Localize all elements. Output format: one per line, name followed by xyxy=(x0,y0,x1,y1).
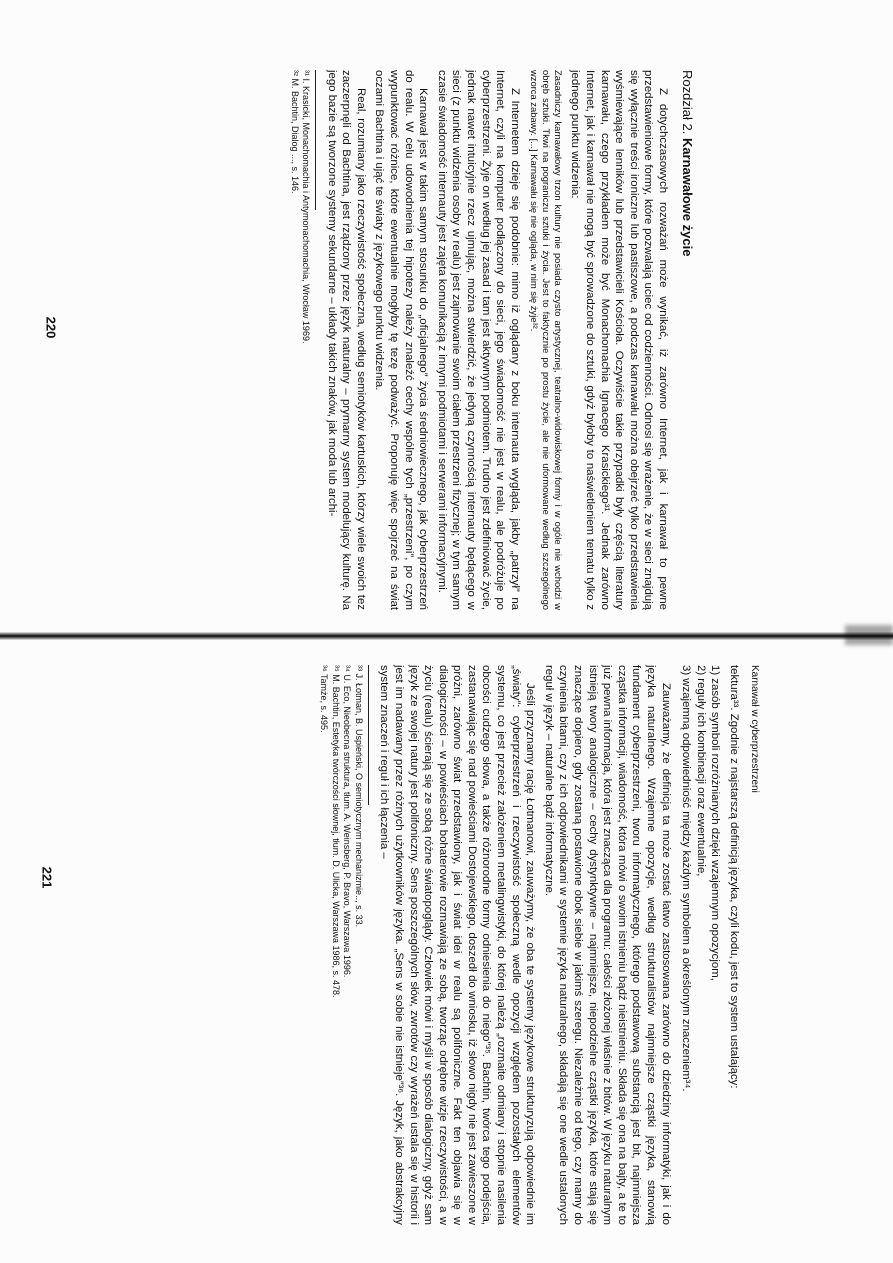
paragraph: Real, rozumiany jako rzeczywistość społeczna, według semiotyków kartuskich, którzy wiele swoich tez zaczerpnęli od Bachtina, jest rządzony przez język naturalny – prymarny system modelujący kulturę. Na jego bazie są tworzone systemy sekundarne – układy takich znaków, jak moda lub archi- xyxy=(325,70,367,610)
paragraph: Z Internetem dzieje się podobnie: mimo iż oglądany z boku internauta wygląda, jakby „patrzył” na Internet, czyli na komputer podłączony do sieci, jego świadomość nie jest w realu, ale podróżuje po cyberprzestrzeni. Żyje on według jej zasad i tam jest aktywnym podmiotem. Trudno jest zdefiniować życie, jednak nawet intuicyjnie rzecz ujmując, można stwierdzić, że jedyną czynnością internauty będącego w sieci (z punktu widzenia osoby w realu) jest zajmowanie swoim ciałem przestrzeni fizycznej; w tym samym czasie świadomość internauty jest zajęta komunikacją z innymi podmiotami i serwerami informacyjnymi. xyxy=(435,70,521,610)
footnote: ³⁴ U. Eco, Nieobecna struktura, tłum. A. Weinsberg, P. Bravo, Warszawa 1996. xyxy=(342,665,353,978)
right-page-content xyxy=(120,665,760,1225)
footnote-rule xyxy=(315,70,316,210)
list-item: 2) reguły ich kombinacji oraz ewentualnie, xyxy=(694,665,707,877)
chapter-heading xyxy=(680,70,695,610)
paragraph: Z dotychczasowych rozważań może wynikać, iż zarówno Internet, jak i karnawał to pewne przedstawieniowe formy, które pozwalają uciec od codzienności. Odnosi się wrażenie, że w sieci znajdują się wyłącznie treści ironiczne lub pastiszowe, a podczas karnawału można obejrzeć tylko przedstawienia wyśmiewające lenników lub przedstawicieli Kościoła. Oczywiście takie przypadki były częścią literatury karnawału, czego przykładem może być Monachomachia Ignacego Krasickiego³¹. Jednak zarówno Internet, jak i karnawał nie mogą być sprowadzone do sztuki, gdyż byłoby to naświetleniem tematu tylko z jednego punktu widzenia: xyxy=(569,70,669,610)
page-number: 220 xyxy=(43,316,59,339)
footnote: ³³ J. Łotman, B. Uspieński, O semiotycznym mechanizmie.., s. 33. xyxy=(353,665,364,928)
footnote: ³² M. Bachtin, Dialog ..., s. 146. xyxy=(289,70,300,194)
definition-list xyxy=(679,665,723,1225)
list-item: 3) wzajemną odpowiedniość między każdym symbolem a określonym znaczeniem³⁴. xyxy=(680,665,693,1092)
paragraph: Jeśli przyznamy rację Łotmanowi, zauważymy, że oba te systemy językowe strukturyzują odpowiednie im „światy”: cyberprzestrzeń i rzeczywistość społeczną wedle opozycji względem pozostałych elementów systemu, co jest przecież założeniem metalingwistyki, do której należą „rozmaite odmiany i stopnie nasilenia obcości cudzego słowa, a także różnorodne formy odniesienia do niego”³⁵. Bachtin, twórca tego podejścia, zastanawiając się nad powieściami Dostojewskiego, doszedł do wniosku, iż słowo nigdy nie jest zawieszone w próżni, zarówno świat przedstawiony, jak i świat idei w realu są polifoniczne. Fakt ten objawia się w dialogiczności – w powieściach bohaterowie rozmawiają ze sobą, tworząc odrębne wizje rzeczywistości, a w życiu (realu) ścierają się ze sobą różne światopoglądy. Człowiek mówi i myśli w sposób dialogiczny, gdyż sam język ze swojej natury jest polifoniczny. Sens poszczególnych słów, zwrotów czy wyrażeń ustala się w historii i jest im nadawany przez różnych użytkowników języka. „Sens w sobie nie istnieje”³⁶. Język, jako abstrakcyjny system znaczeń i reguł i ich łączenia – xyxy=(378,665,537,1225)
left-page-content xyxy=(75,70,695,610)
right-page xyxy=(0,640,893,1263)
paragraph: tektura³³. Zgodnie z najstarszą definicją języka, czyli kodu, jest to system ustalający: xyxy=(728,665,740,1089)
footnotes xyxy=(288,70,316,610)
chapter-title: Karnawałowe życie xyxy=(680,137,695,257)
paragraph: Karnawał jest w takim samym stosunku do „oficjalnego” życia średniowiecznego, jak cyberprzestrzeń do realu. W celu udowodnienia tej hipotezy należy znaleźć cechy wspólne tych „przestrzeni”, po czym wypunktować różnice, które ewentualnie mogłyby tę tezę podważyć. Proponuję więc spojrzeć na świat oczami Bachtina i ująć te światy z językowego punktu widzenia. xyxy=(373,70,430,610)
page-number: 221 xyxy=(39,866,55,889)
list-item: 1) zasób symboli rozróżnianych dzięki wzajemnym opozycjom, xyxy=(709,665,722,981)
block-quote: Zasadniczy karnawałowy trzon kultury nie posiada czysto artystycznej, teatralno-widowiskowej formy i w ogóle nie wchodzi w obręb sztuki. Tkwi na pograniczu sztuki i życia. Jest to faktycznie po prostu życie, ale nie uformowane według szczególnego wzorca zabawy. [...] Karnawału się nie ogląda, w nim się żyje³². xyxy=(528,70,564,610)
chapter-label: Rozdział 2. xyxy=(680,70,695,135)
book-gutter xyxy=(0,632,893,640)
footnote-rule xyxy=(368,665,369,805)
footnote: ³⁵ M. Bachtin, Estetyka twórczości słownej, tłum. D. Ulicka, Warszawa 1986, s. 478. xyxy=(330,665,341,998)
footnote: ³¹ I. Krasicki, Monachomachia i Antymonachomachia, Wrocław 1969. xyxy=(301,70,312,344)
running-header: Karnawał w cyberprzestrzeni xyxy=(749,665,760,793)
footnotes xyxy=(317,665,368,1225)
footnote: ³⁶ Tamże, s. 495. xyxy=(318,665,329,733)
paragraph: Zauważamy, że definicja ta może zostać łatwo zastosowana zarówno do dziedziny informatyki, jak i do języka naturalnego. Wzajemne opozycje, według strukturalistów najmniejsze cząstki języka, stanowią fundament cyberprzestrzeni, tworu informatycznego, którego podstawową substancją jest bit, najmniejsza cząstka informacji, wiadomość, która mówi o swoim istnieniu bądź nieistnieniu. Składa się ona na bajty, a te to już pewna informacja, która jest znacząca dla programu: całości złożonej właśnie z bitów. W języku naturalnym istnieją twory analogiczne – cechy dystynktywne – najmniejsze, niepodzielne cząstki języka, które stają się znaczące dopiero, gdy zostaną postawione obok siebie w jakimś szeregu. Niezależnie od tego, czy mamy do czynienia bitami, czy z ich odpowiednikami w systemie języka naturalnego, składają się one wedle ustalonych reguł w język – naturalne bądź informatyczne. xyxy=(542,665,672,1225)
